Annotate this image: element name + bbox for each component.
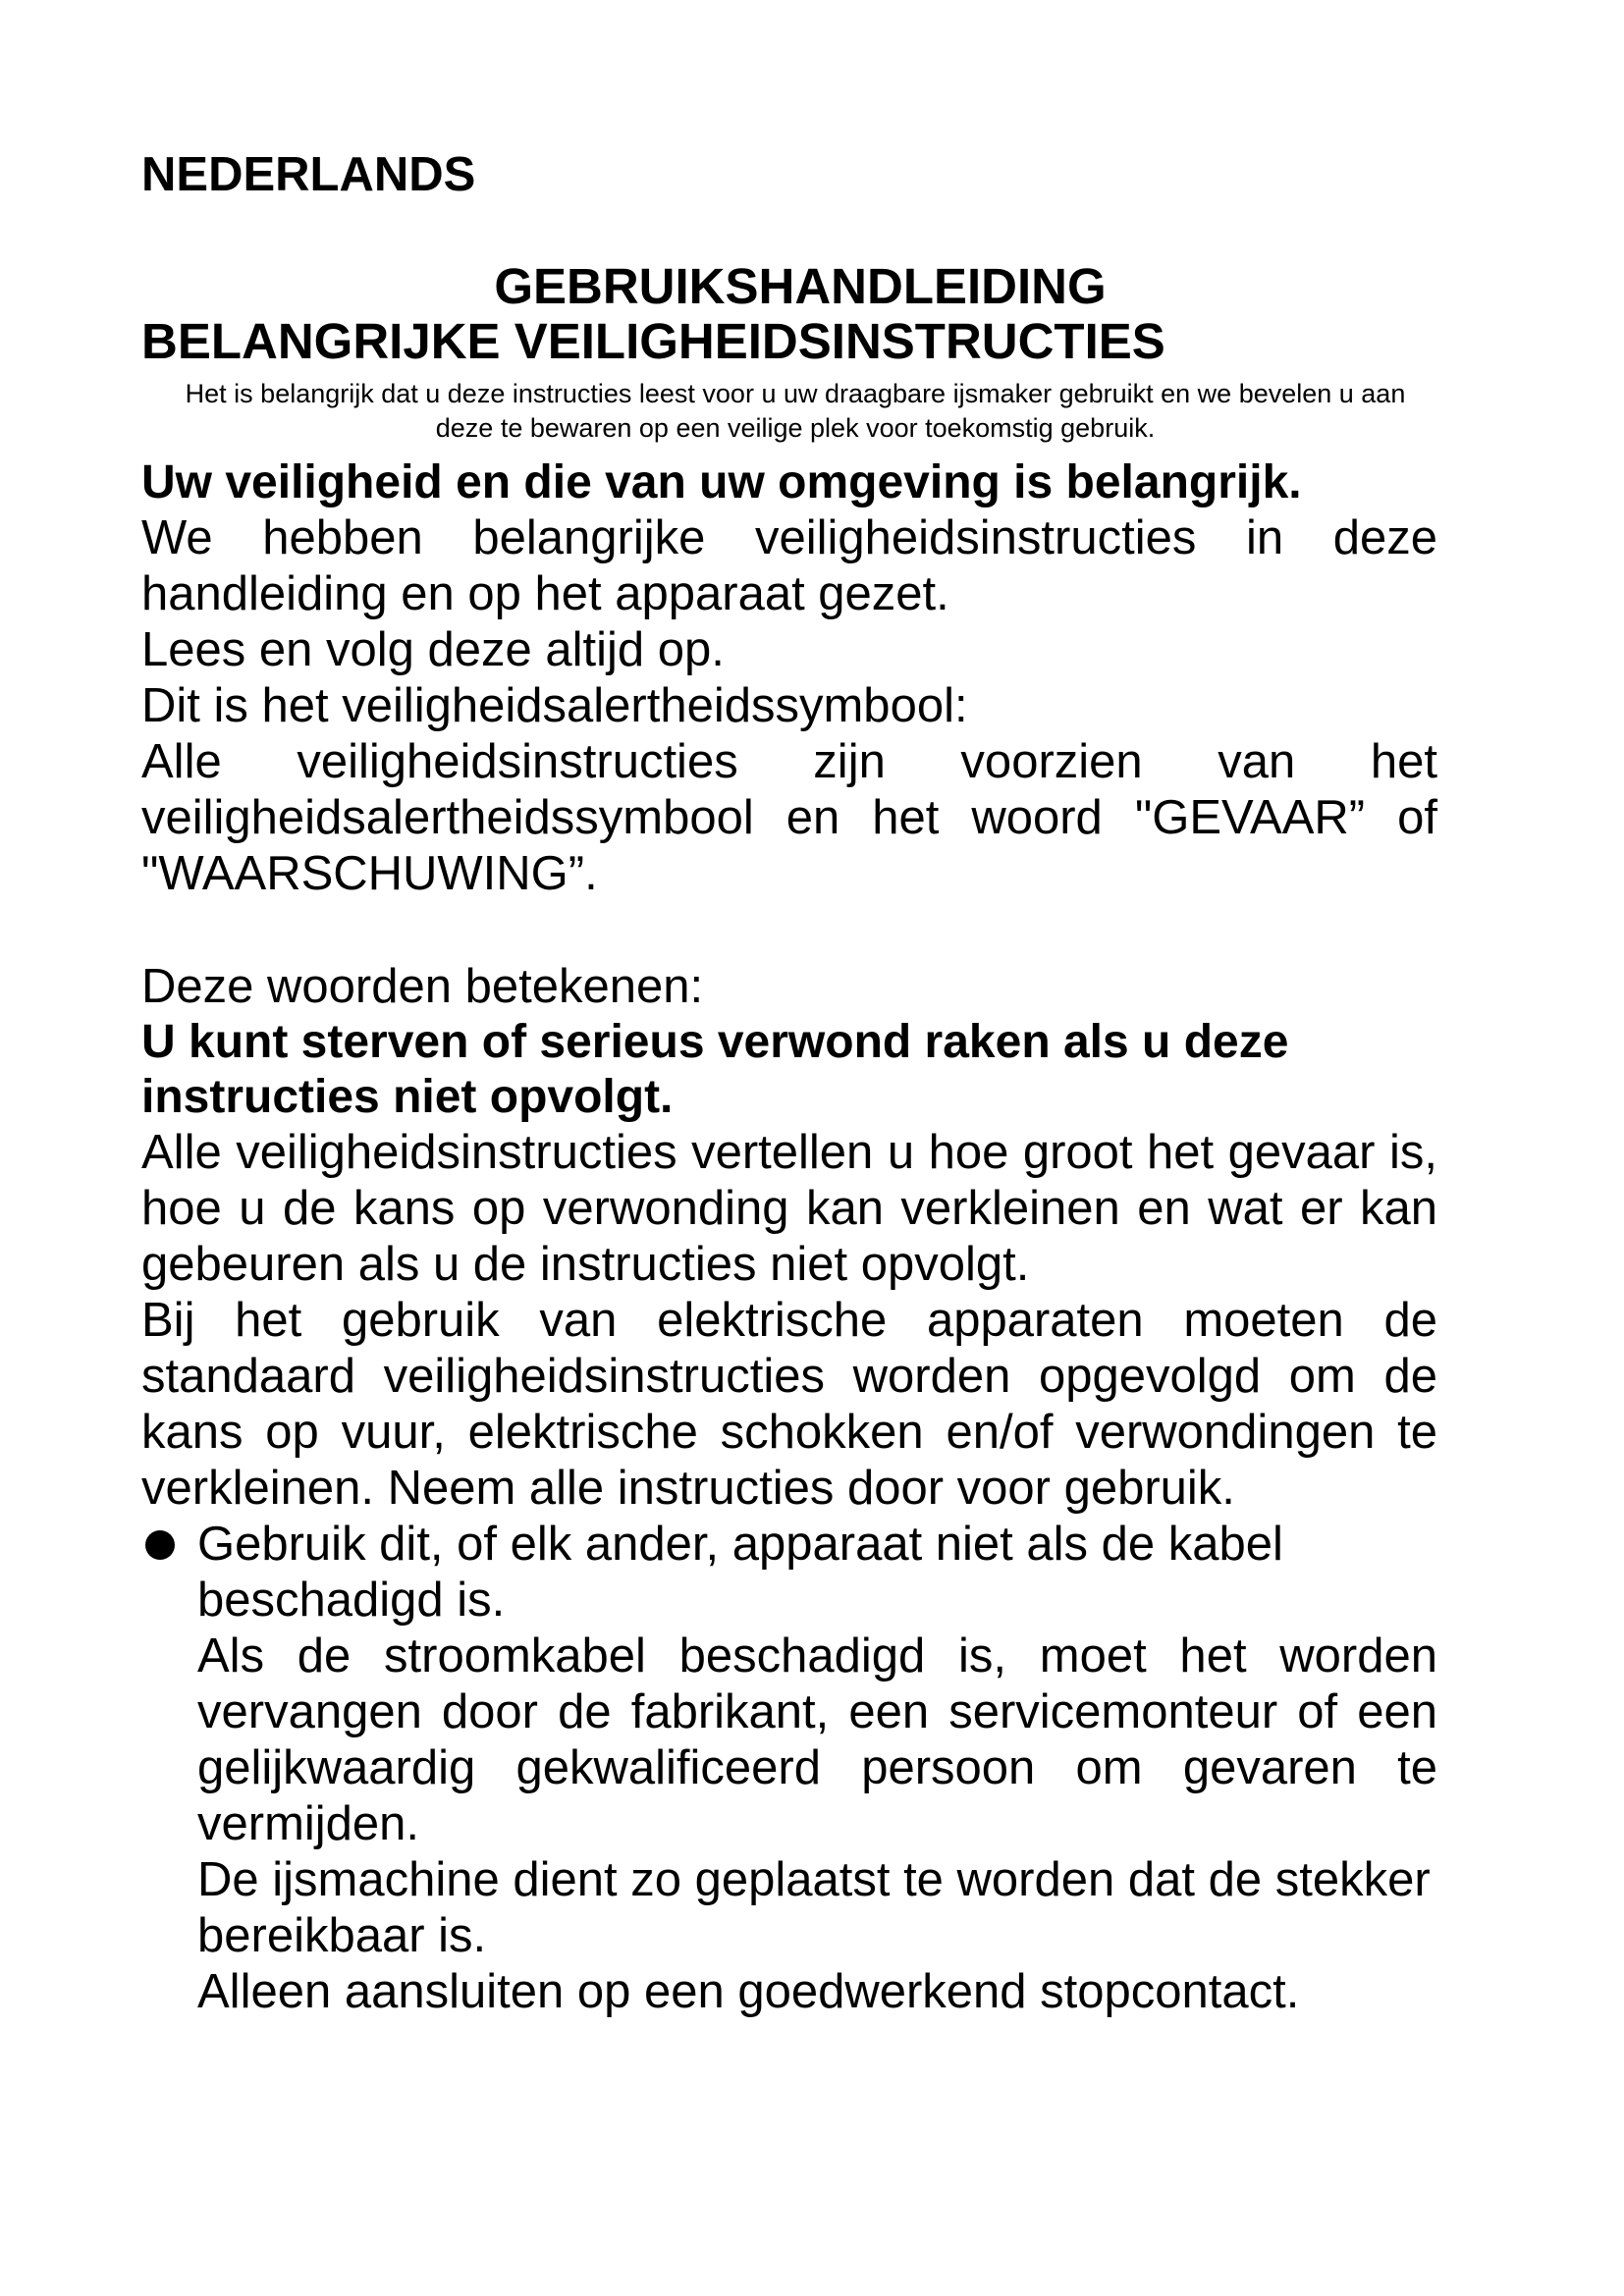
paragraph-symbol-words: Alle veiligheidsinstructies zijn voorzien van het veiligheidsalertheidssymbool en het woord "GEVAAR” of "WAARSCHUWING”.	[141, 735, 1437, 900]
bullet-icon	[145, 1530, 175, 1560]
paragraph-words-mean: Deze woorden betekenen:	[141, 960, 704, 1013]
bullet-content	[197, 1517, 1437, 2020]
bullet-cable-replacement: Als de stroomkabel beschadigd is, moet het worden vervangen door de fabrikant, een servicemonteur of een gelijkwaardig gekwalificeerd persoon om gevaren te vermijden.	[197, 1629, 1437, 1850]
paragraph-installed-instructions: We hebben belangrijke veiligheidsinstructies in deze handleiding en op het apparaat gezet.	[141, 511, 1437, 620]
safety-title: BELANGRIJKE VEILIGHEIDSINSTRUCTIES	[141, 313, 1165, 369]
manual-title: GEBRUIKSHANDLEIDING	[494, 258, 1107, 314]
list-item	[141, 1517, 1437, 2020]
paragraph-danger-explanation: Alle veiligheidsinstructies vertellen u hoe groot het gevaar is, hoe u de kans op verwonding kan verkleinen en wat er kan gebeuren als u de instructies niet opvolgt.	[141, 1126, 1437, 1291]
paragraph-spacer	[141, 902, 1437, 959]
bullet-plug-access: De ijsmachine dient zo geplaatst te worden dat de stekker bereikbaar is.	[197, 1853, 1431, 1962]
safety-heading: Uw veiligheid en die van uw omgeving is belangrijk.	[141, 456, 1302, 508]
warning-heading: U kunt sterven of serieus verwond raken als u deze instructies niet opvolgt.	[141, 1016, 1289, 1123]
paragraph-alert-symbol: Dit is het veiligheidsalertheidssymbool:	[141, 679, 968, 732]
intro-note: Het is belangrijk dat u deze instructies leest voor u uw draagbare ijsmaker gebruikt en we bevelen u aan deze te bewaren op een veilige plek voor toekomstig gebruik.	[185, 379, 1406, 443]
document-page	[141, 147, 1437, 2020]
language-heading: NEDERLANDS	[141, 148, 476, 201]
paragraph-electrical-safety: Bij het gebruik van elektrische apparaten moeten de standaard veiligheidsinstructies worden opgevolgd om de kans op vuur, elektrische schokken en/of verwondingen te verkleinen. Neem alle instructies door voor gebruik.	[141, 1294, 1437, 1515]
bullet-lead: Gebruik dit, of elk ander, apparaat niet als de kabel beschadigd is.	[197, 1518, 1283, 1627]
paragraph-read-follow: Lees en volg deze altijd op.	[141, 623, 725, 676]
bullet-socket: Alleen aansluiten op een goedwerkend stopcontact.	[197, 1965, 1300, 2018]
